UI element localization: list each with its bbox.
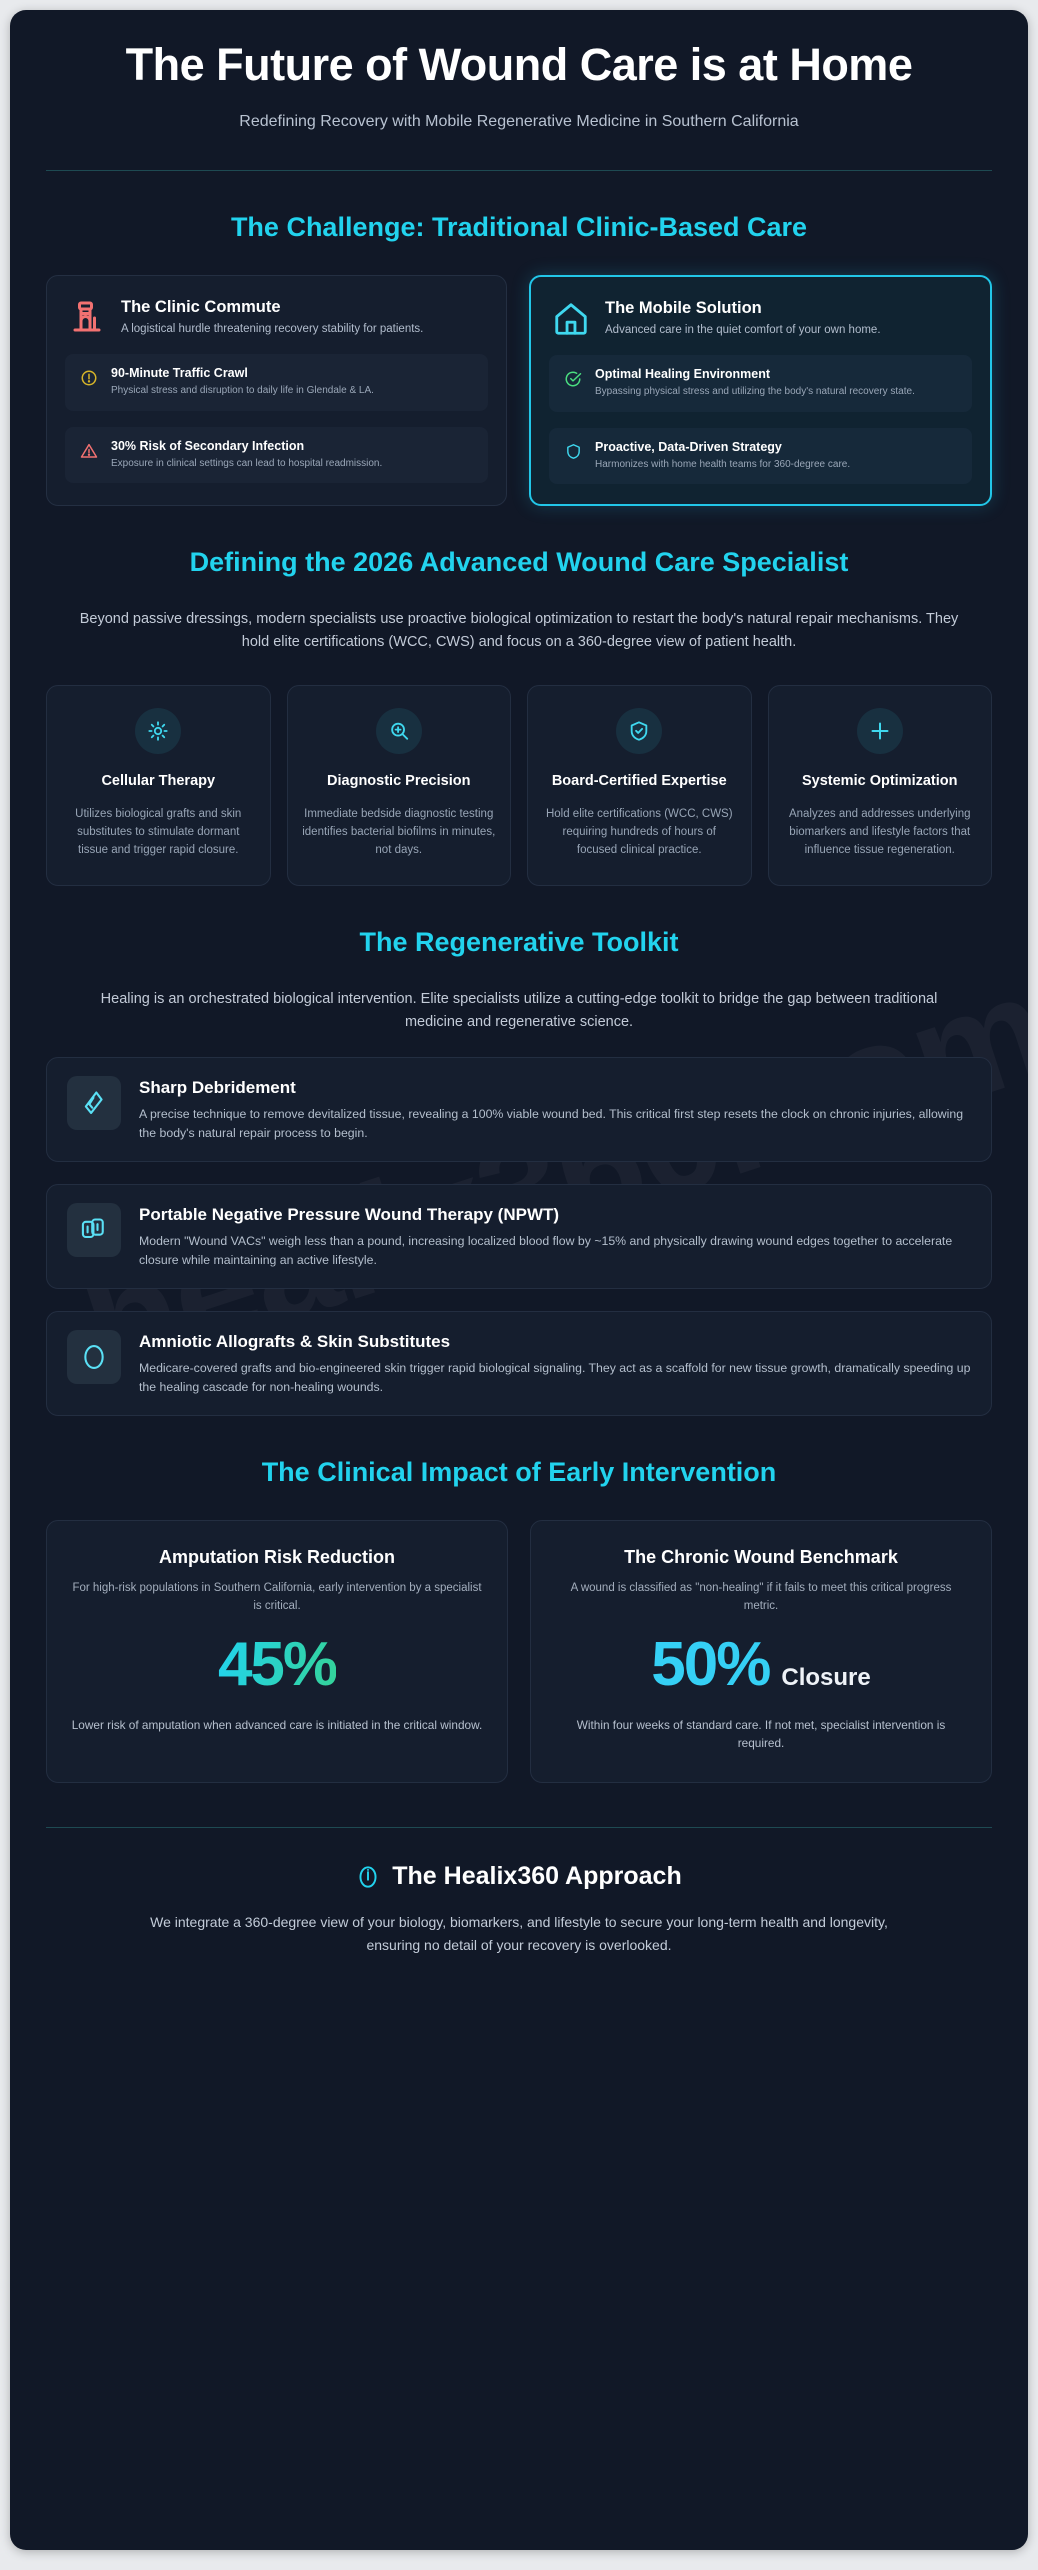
challenge-card-clinic-commute — [46, 275, 507, 506]
stat-footnote: Within four weeks of standard care. If not met, specialist intervention is required. — [576, 1717, 946, 1750]
toolkit-title: Amniotic Allografts & Skin Substitutes — [139, 1332, 451, 1352]
solution-item-data-strategy — [549, 428, 972, 485]
stat-title: Amputation Risk Reduction — [158, 1546, 395, 1567]
page-title: The Future of Wound Care is at Home — [125, 39, 913, 90]
warning-triangle-icon — [79, 441, 99, 461]
solution-item-healing-environment — [549, 355, 972, 412]
check-circle-icon — [563, 369, 583, 389]
footer-section — [46, 1828, 992, 2002]
toolkit-section-lede: Healing is an orchestrated biological intervention. Elite specialists utilize a cutting-edge toolkit to bridge the gap between traditional medicine and regenerative science. — [100, 990, 938, 1031]
header-divider — [46, 170, 992, 171]
item-title: 30% Risk of Secondary Infection — [111, 438, 305, 453]
specialist-pillars — [46, 685, 992, 886]
item-desc: Physical stress and disruption to daily life in Glendale & LA. — [111, 385, 374, 397]
challenge-section-title: The Challenge: Traditional Clinic-Based Care — [230, 212, 808, 243]
toolkit-desc: Modern "Wound VACs" weigh less than a pound, increasing localized blood flow by ~15% and physically drawing wound edges together to accelerate closure while maintaining an active lifestyle. — [139, 1234, 953, 1268]
sun-cell-icon — [135, 708, 181, 754]
item-title: Proactive, Data-Driven Strategy — [595, 439, 782, 454]
home-icon — [551, 299, 591, 339]
pillar-title: Diagnostic Precision — [327, 772, 471, 789]
footer-title: The Healix360 Approach — [392, 1862, 682, 1891]
card-header — [549, 295, 972, 339]
item-title: Optimal Healing Environment — [595, 367, 771, 382]
comparison-cards — [46, 275, 992, 506]
pillar-desc: Utilizes biological grafts and skin substitutes to stimulate dormant tissue and trigger rapid closure. — [75, 807, 242, 857]
pillar-systemic-optimization — [768, 685, 993, 886]
pillar-diagnostic-precision — [287, 685, 512, 886]
scalpel-icon — [67, 1076, 121, 1130]
item-title: 90-Minute Traffic Crawl — [111, 366, 248, 381]
item-desc: Exposure in clinical settings can lead to hospital readmission. — [111, 457, 383, 469]
toolkit-title: Portable Negative Pressure Wound Therapy (NPWT) — [139, 1205, 560, 1224]
toolkit-row-sharp-debridement — [46, 1057, 992, 1162]
plus-icon — [857, 708, 903, 754]
stat-value-row — [555, 1616, 967, 1699]
impact-stat-cards — [46, 1520, 992, 1783]
card-title: The Clinic Commute — [121, 298, 281, 317]
toolkit-section-title: The Regenerative Toolkit — [359, 927, 679, 958]
card-desc: Advanced care in the quiet comfort of your own home. — [605, 324, 881, 337]
pillar-board-certified — [527, 685, 752, 886]
pillar-desc: Hold elite certifications (WCC, CWS) requiring hundreds of hours of focused clinical practice. — [545, 807, 733, 857]
item-desc: Bypassing physical stress and utilizing the body's natural recovery state. — [595, 386, 915, 398]
toolkit-desc: Medicare-covered grafts and bio-engineered skin trigger rapid biological signaling. They act as a scaffold for new tissue growth, dramatically speeding up the healing cascade for non-healing wounds. — [139, 1361, 971, 1395]
item-desc: Harmonizes with home health teams for 360-degree care. — [595, 458, 851, 470]
footer-desc: We integrate a 360-degree view of your biology, biomarkers, and lifestyle to secure your long-term health and longevity, ensuring no detail of your recovery is overlooked. — [150, 1914, 888, 1953]
toolkit-desc: A precise technique to remove devitalized tissue, revealing a 100% viable wound bed. This critical first step resets the clock on chronic injuries, allowing the body's natural repair process to begin. — [139, 1106, 964, 1140]
stat-card-amputation-risk — [46, 1520, 508, 1783]
stat-subtext: For high-risk populations in Southern California, early intervention by a specialist is critical. — [72, 1581, 482, 1612]
toolkit-row-npwt — [46, 1184, 992, 1289]
card-title: The Mobile Solution — [605, 299, 762, 318]
challenge-item-infection — [65, 427, 488, 484]
stat-value-row — [71, 1616, 483, 1699]
alert-circle-icon — [79, 368, 99, 388]
stat-footnote: Lower risk of amputation when advanced care is initiated in the critical window. — [71, 1717, 483, 1732]
footer-title-row — [46, 1862, 992, 1891]
page-subtitle: Redefining Recovery with Mobile Regenerative Medicine in Southern California — [239, 113, 799, 131]
impact-section-title: The Clinical Impact of Early Intervention — [261, 1457, 777, 1488]
infographic-page — [10, 10, 1028, 2550]
clinic-building-icon — [67, 298, 107, 338]
magnifier-plus-icon — [376, 708, 422, 754]
toolkit-title: Sharp Debridement — [139, 1077, 296, 1097]
challenge-card-mobile-solution — [529, 275, 992, 506]
shield-check-icon — [616, 708, 662, 754]
pillar-desc: Immediate bedside diagnostic testing identifies bacterial biofilms in minutes, not days. — [302, 807, 496, 857]
toolkit-row-amniotic-allografts — [46, 1311, 992, 1416]
pillar-title: Cellular Therapy — [101, 772, 216, 789]
hero-section — [46, 10, 992, 134]
pillar-cellular-therapy — [46, 685, 271, 886]
pillar-title: Board-Certified Expertise — [551, 772, 727, 789]
stat-value: 45% — [217, 1629, 337, 1699]
card-header — [65, 294, 488, 338]
healix-capsule-icon — [356, 1863, 380, 1891]
stat-card-chronic-benchmark — [530, 1520, 992, 1783]
pillar-title: Systemic Optimization — [801, 772, 958, 789]
card-desc: A logistical hurdle threatening recovery stability for patients. — [121, 323, 424, 336]
stat-title: The Chronic Wound Benchmark — [624, 1546, 898, 1567]
stat-subtext: A wound is classified as "non-healing" if it fails to meet this critical progress metric. — [570, 1581, 952, 1612]
specialist-section-title: Defining the 2026 Advanced Wound Care Specialist — [189, 547, 849, 578]
graft-oval-icon — [67, 1330, 121, 1384]
pillar-desc: Analyzes and addresses underlying biomarkers and lifestyle factors that influence tissue regeneration. — [788, 807, 971, 857]
npwt-device-icon — [67, 1203, 121, 1257]
stat-value-suffix: Closure — [781, 1663, 871, 1691]
shield-icon — [563, 442, 583, 462]
challenge-item-traffic — [65, 354, 488, 411]
stat-value: 50% — [651, 1629, 770, 1699]
specialist-section-lede: Beyond passive dressings, modern specialists use proactive biological optimization to restart the body's natural repair mechanisms. They hold elite certifications (WCC, CWS) and focus on a 360-degree view of patient health. — [79, 610, 959, 651]
